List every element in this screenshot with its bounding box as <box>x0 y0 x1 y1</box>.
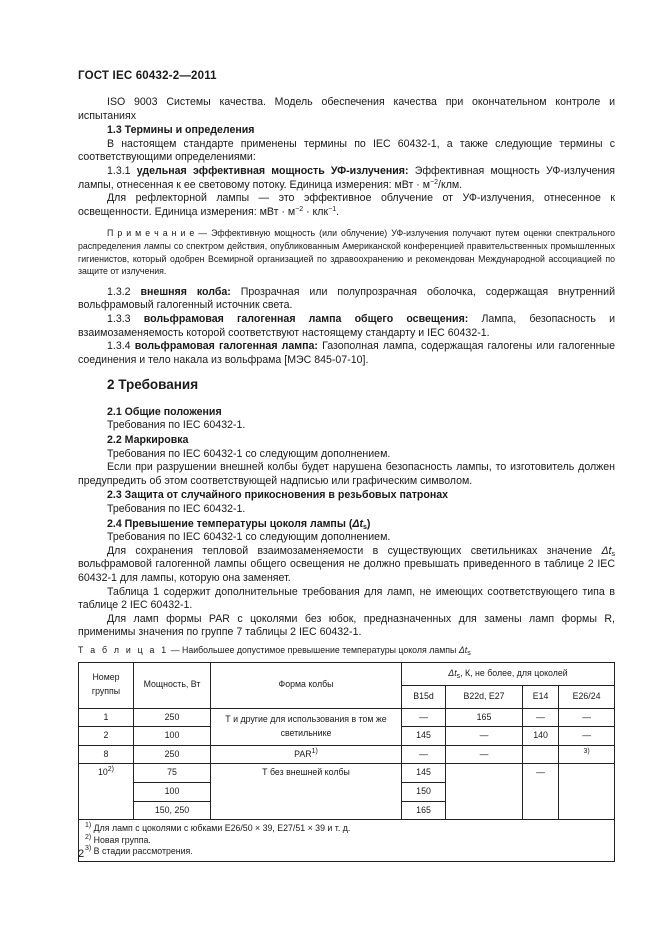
cell-value: 150 <box>402 782 446 801</box>
note-text: — Эффективную мощность (или облучение) УФ-излучения получают путем оценки спектрального распределения лампы со спектром действия, опубликованным Американской конференцией правительственных промышленных гигиенистов, который одобрен Всемирной организацией по здравоохранению и рекомендован Международной ассоциацией по защите от излучения. <box>78 228 615 277</box>
cell-value: 140 <box>522 727 558 746</box>
footnote-ref: 2) <box>107 766 115 774</box>
footnote-text: Для ламп с цоколями с юбками E26/50 × 39, E27/51 × 39 и т. д. <box>91 823 351 834</box>
table-row <box>79 708 615 727</box>
term-number: 1.3.4 <box>107 340 131 353</box>
header-cap: E14 <box>522 685 558 708</box>
note <box>78 227 615 277</box>
term-name: удельная эффективная мощность УФ-излучения: <box>136 164 409 177</box>
footnote-mark: 2) <box>85 833 92 841</box>
footnote-1 <box>85 823 608 835</box>
section-2-3-heading: 2.3 Защита от случайного прикосновения в резьбовых патронах <box>107 489 449 502</box>
subscript: s <box>611 550 615 558</box>
footnote-mark: 1) <box>85 822 92 830</box>
text-part: Для сохранения тепловой взаимозаменяемости в существующих светильниках значение <box>107 544 602 557</box>
heading-text: 2.4 Превышение температуры цоколя лампы ( <box>107 517 353 530</box>
footnote-ref: 1) <box>311 747 318 755</box>
section-2-2-text-1: Требования по IEC 60432-1 со следующим дополнением. <box>107 447 391 460</box>
shape-text: PAR <box>294 748 312 759</box>
table-caption-label: Т а б л и ц а 1 <box>78 644 169 655</box>
cell-shape: Т и другие для использования в том же светильнике <box>211 708 402 745</box>
page-number: 2 <box>78 848 85 860</box>
footnotes-cell <box>79 820 615 862</box>
term-number: 1.3.3 <box>107 312 131 325</box>
delta-symbol: Δt <box>352 517 363 530</box>
header-delta <box>402 662 615 685</box>
section-2-4-text-1: Требования по IEC 60432-1 со следующим дополнением. <box>107 531 391 544</box>
term-definition: Прозрачная или полупрозрачная оболочка, содержащая внутренний вольфрамовый галогенный источник света. <box>78 285 615 312</box>
cell-value: 145 <box>402 727 446 746</box>
cell-value: — <box>522 764 558 820</box>
reflector-unit: · клк <box>303 205 329 218</box>
term-definition: Эффективная мощность УФ-излучения лампы, отнесенная к ее световому потоку. Единица измерения: мВт · м <box>78 164 616 191</box>
subscript: s <box>467 649 471 657</box>
term-definition: Лампа, безопасность и взаимозаменяемость которой соответствуют настоящему стандарту и IEC 60432-1. <box>78 312 615 339</box>
delta-symbol: Δt <box>458 644 468 655</box>
cell-power: 250 <box>134 708 211 727</box>
cell-value: — <box>446 727 523 746</box>
header-cap: B22d, E27 <box>446 685 523 708</box>
reflector-end: . <box>336 205 340 218</box>
term-number: 1.3.1 <box>107 164 131 177</box>
delta-symbol: Δt <box>601 544 612 557</box>
note-label: П р и м е ч а н и е <box>107 228 195 239</box>
subscript: s <box>363 523 367 531</box>
section-2-3-text: Требования по IEC 60432-1. <box>107 503 246 516</box>
heading-close: ) <box>366 517 371 530</box>
exponent: −1 <box>328 205 337 213</box>
table-caption <box>78 644 615 658</box>
section-2-4-heading <box>107 518 615 532</box>
document-header: ГОСТ IEC 60432-2—2011 <box>78 70 217 82</box>
table-row <box>79 764 615 783</box>
exponent: −2 <box>430 178 439 186</box>
term-1-3-1 <box>78 165 615 192</box>
section-2-4-text-4: Для ламп формы PAR с цоколями без юбок, предназначенных для замены ламп формы R, применимы значения по группе 7 таблицы 2 IEC 60432-1. <box>78 612 615 639</box>
footnote-mark: 3) <box>85 845 92 853</box>
cell-group: 2 <box>79 727 134 746</box>
cell-shape: Т без внешней колбы <box>211 764 402 820</box>
cell-power: 150, 250 <box>134 801 211 820</box>
cell-group: 1 <box>79 708 134 727</box>
exponent: −2 <box>295 205 304 213</box>
footnote-text: В стадии рассмотрения. <box>91 846 193 857</box>
header-cap: B15d <box>402 685 446 708</box>
term-name: вольфрамовая галогенная лампа общего освещения: <box>143 312 469 325</box>
cell-value: 145 <box>402 764 446 783</box>
cell-value: 165 <box>402 801 446 820</box>
cell-power: 250 <box>134 745 211 764</box>
term-1-3-2 <box>78 286 615 313</box>
section-2-4-text-3: Таблица 1 содержит дополнительные требования для ламп, не имеющих соответствующего типа в таблице 2 IEC 60432-1. <box>78 585 615 612</box>
header-group: Номер группы <box>79 662 134 708</box>
table-header-row <box>79 662 615 685</box>
term-number: 1.3.2 <box>107 285 131 298</box>
cell-value <box>559 745 615 764</box>
table-footnotes <box>79 820 615 862</box>
footnote-3 <box>85 846 608 858</box>
reflector-text: Для рефлекторной лампы — это эффективное облучение от УФ-излучения, отнесенное к освещенности. Единица измерения: мВт · м <box>78 192 615 218</box>
cell-power: 75 <box>134 764 211 783</box>
term-1-3-3 <box>78 313 615 340</box>
header-cap: E26/24 <box>559 685 615 708</box>
footnote-text: Новая группа. <box>91 834 151 845</box>
section-2-1-heading: 2.1 Общие положения <box>107 405 222 418</box>
subscript: s <box>456 672 461 680</box>
cell-group <box>79 764 134 820</box>
section-2-4-text-2 <box>78 545 615 586</box>
cell-value-empty <box>446 764 523 820</box>
term-name: внешняя колба: <box>140 285 231 298</box>
group-number: 10 <box>97 767 108 778</box>
header-delta-text: , К, не более, для цоколей <box>460 667 568 678</box>
section-2-2-text-2: Если при разрушении внешней колбы будет нарушена безопасность лампы, то изготовитель должен предупредить об этом соответствующей надписью или графическим символом. <box>78 461 615 487</box>
term-definition: Газополная лампа, содержащая галогены или галогенные соединения и тело накала из вольфрама [МЭС 845-07-10]. <box>78 340 615 366</box>
cell-power: 100 <box>134 727 211 746</box>
footnote-2 <box>85 835 608 847</box>
delta-symbol: Δt <box>448 667 457 678</box>
cell-value: — <box>559 708 615 727</box>
document-body <box>78 96 615 862</box>
term-1-3-4 <box>78 340 615 367</box>
cell-shape <box>211 745 402 764</box>
term-name: вольфрамовая галогенная лампа: <box>134 340 318 353</box>
header-shape: Форма колбы <box>211 662 402 708</box>
cell-value: — <box>402 708 446 727</box>
header-power: Мощность, Вт <box>134 662 211 708</box>
text-part: вольфрамовой галогенной лампы общего освещения не должно превышать приведенного в таблице 2 IEC 60432-1 для лампы, которую она заменяет. <box>78 558 615 584</box>
cell-group: 8 <box>79 745 134 764</box>
cell-power: 100 <box>134 782 211 801</box>
cell-value: 165 <box>446 708 523 727</box>
footnote-ref: 3) <box>583 747 590 755</box>
table-1 <box>78 662 615 862</box>
cell-value <box>522 745 558 764</box>
term-definition-unit: /клм. <box>438 178 463 191</box>
iso-reference: ISO 9003 Системы качества. Модель обеспечения качества при окончательном контроле и испытаниях <box>78 96 615 122</box>
cell-value-empty <box>559 764 615 820</box>
table-row <box>79 745 615 764</box>
cell-value: — <box>446 745 523 764</box>
section-1-3-heading: 1.3 Термины и определения <box>107 124 255 137</box>
section-2-1-text: Требования по IEC 60432-1. <box>107 419 246 432</box>
cell-value: — <box>559 727 615 746</box>
section-2-2-heading: 2.2 Маркировка <box>107 434 189 447</box>
cell-value: — <box>522 708 558 727</box>
term-1-3-1-reflector <box>78 192 615 219</box>
table-caption-text: — Наибольшее допустимое превышение температуры цоколя лампы <box>168 644 459 655</box>
section-1-3-intro: В настоящем стандарте применены термины по IEC 60432-1, а также следующие термины с соответствующими определениями: <box>78 137 615 164</box>
section-2-heading: 2 Требования <box>107 377 199 393</box>
cell-value: — <box>402 745 446 764</box>
